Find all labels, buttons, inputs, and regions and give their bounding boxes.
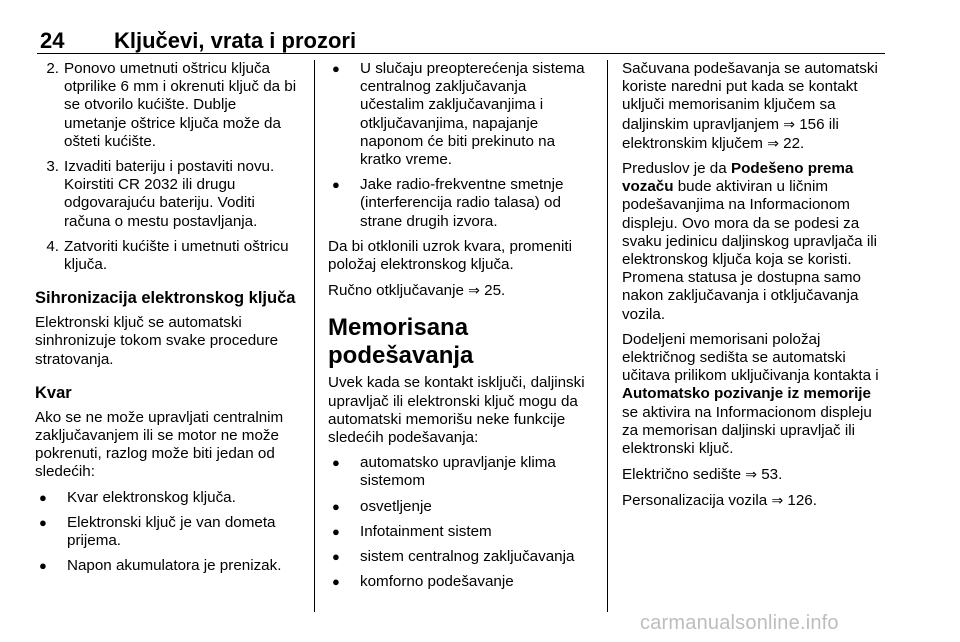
page-ref-arrow-icon: ⇒ xyxy=(771,492,784,509)
sync-heading: Sihronizacija elektronskog ključa xyxy=(35,289,296,308)
step-number: 3. xyxy=(46,158,59,176)
column-1 xyxy=(35,60,300,582)
fault-list-item xyxy=(35,514,300,550)
settings-item-text: sistem centralnog zaključavanja xyxy=(360,548,575,566)
step-text: Zatvoriti kućište i umetnuti oštricu ključa. xyxy=(64,237,289,274)
bullet-icon: ● xyxy=(39,514,47,530)
page-header xyxy=(40,28,885,53)
header-rule xyxy=(37,53,885,54)
seat-memory-text-b: se aktivira na Informacionom displeju za memorisan daljinski upravljač ili elektronski ključ. xyxy=(622,403,872,458)
watermark: carmanualsonline.info xyxy=(640,612,839,634)
settings-list-item xyxy=(328,498,590,516)
driver-setting-label: Podešeno prema vozaču xyxy=(622,160,854,196)
bullet-icon: ● xyxy=(332,455,340,471)
saved-settings-paragraph xyxy=(622,60,887,153)
fault-list-item xyxy=(35,557,300,575)
fault-item-text: U slučaju preopterećenja sistema centralnog zaključavanja učestalim zaključavanjima i otključavanjima, napajanje naponom će biti prekinuto na kratko vreme. xyxy=(360,60,585,169)
step-item xyxy=(35,158,300,231)
settings-item-text: automatsko upravljanje klima sistemom xyxy=(360,454,556,490)
column-3 xyxy=(622,60,887,518)
step-text: Izvaditi bateriju i postaviti novu. Koirstiti CR 2032 ili drugu odgovarajuću bateriju. Voditi računa o mestu postavljanja. xyxy=(64,158,275,230)
page-ref-arrow-icon: ⇒ xyxy=(767,134,779,151)
step-item xyxy=(35,60,300,151)
step-text: Ponovo umetnuti oštricu ključa otprilike 6 mm i okrenuti ključ da bi se otvorilo kućište. Dublje umetanje oštrice ključa može da ošteti kućište. xyxy=(64,60,297,150)
electric-seat-text: Električno sedište xyxy=(622,466,742,484)
page-number: 24 xyxy=(40,28,65,53)
settings-list-item xyxy=(328,548,590,566)
manual-unlock-page[interactable]: 25. xyxy=(484,282,506,300)
settings-item-text: Infotainment sistem xyxy=(360,522,492,540)
page-ref-arrow-icon: ⇒ xyxy=(468,282,480,299)
settings-list-item xyxy=(328,523,590,541)
personalization-page[interactable]: 126. xyxy=(787,492,817,510)
page-ref-arrow-icon: ⇒ xyxy=(745,466,757,483)
settings-list-item xyxy=(328,573,590,591)
column-divider-1 xyxy=(314,60,315,612)
fault-item-text: Kvar elektronskog ključa. xyxy=(67,488,236,506)
fault-paragraph: Ako se ne može upravljati centralnim zaključavanjem ili se motor ne može pokrenuti, razlog može biti jedan od sledećih: xyxy=(35,408,284,481)
seat-memory-text-a: Dodeljeni memorisani položaj električnog sedišta se automatski učitava prilikom uključivanja kontakta i xyxy=(622,330,879,385)
step-number: 4. xyxy=(46,237,59,255)
bullet-icon: ● xyxy=(332,177,340,193)
personalization-ref xyxy=(622,491,887,510)
chapter-title: Ključevi, vrata i prozori xyxy=(114,28,357,53)
bullet-icon: ● xyxy=(332,61,340,76)
memorized-settings-paragraph: Uvek kada se kontakt isključi, daljinski upravljač ili elektronski ključ mogu da automatski memorišu neke funkcije sledećih podešavanja: xyxy=(328,374,585,447)
fault-list-item xyxy=(35,489,300,507)
column-divider-2 xyxy=(607,60,608,612)
electric-seat-ref xyxy=(622,465,887,484)
precondition-text-a: Preduslov je da xyxy=(622,160,727,178)
saved-settings-text: Sačuvana podešavanja se automatski koriste naredni put kada se kontakt uključi memorisanim ključem sa daljinskim upravljanjem xyxy=(622,60,878,133)
settings-list-item xyxy=(328,454,590,490)
fault-list-item xyxy=(328,176,590,231)
bullet-icon: ● xyxy=(332,498,340,514)
bullet-icon: ● xyxy=(332,574,340,590)
personalization-text: Personalizacija vozila xyxy=(622,492,768,510)
electronic-key-ref[interactable]: 22. xyxy=(783,134,805,152)
fix-paragraph: Da bi otklonili uzrok kvara, promeniti položaj elektronskog ključa. xyxy=(328,237,572,274)
fault-list-item xyxy=(328,60,590,169)
page-ref-arrow-icon: ⇒ xyxy=(783,115,795,132)
settings-item-text: osvetljenje xyxy=(360,497,432,515)
seat-memory-paragraph xyxy=(622,331,887,458)
manual-unlock-text: Ručno otključavanje xyxy=(328,282,464,300)
fault-item-text: Elektronski ključ je van dometa prijema. xyxy=(67,513,276,550)
precondition-paragraph xyxy=(622,160,887,324)
bullet-icon: ● xyxy=(332,549,340,565)
settings-item-text: komforno podešavanje xyxy=(360,573,514,591)
step-item xyxy=(35,238,300,274)
sync-paragraph: Elektronski ključ se automatski sinhronizuje tokom svake procedure stratovanja. xyxy=(35,314,279,368)
memorized-settings-heading: Memorisana podešavanja xyxy=(328,314,474,370)
fault-heading: Kvar xyxy=(35,383,72,402)
bullet-icon: ● xyxy=(39,489,47,505)
fault-item-text: Napon akumulatora je prenizak. xyxy=(67,557,282,575)
bullet-icon: ● xyxy=(39,558,47,574)
column-2 xyxy=(328,60,590,598)
manual-unlock-ref xyxy=(328,281,590,300)
fault-item-text: Jake radio-frekventne smetnje (interferencija radio talasa) od strane drugih izvora. xyxy=(360,176,564,230)
step-number: 2. xyxy=(46,60,59,77)
precondition-text-b: bude aktiviran u ličnim podešavanjima na Informacionom displeju. Ovo mora da se podesi za svaku jedinicu daljinskog upravljača ili elektronskog ključa koja se koristi. Promena statusa je dostupna samo nakon zaključavanja i otključavanja vozila. xyxy=(622,178,877,323)
remote-control-ref[interactable]: 156 ili elektronskim ključem xyxy=(622,115,839,152)
bullet-icon: ● xyxy=(332,523,340,539)
auto-recall-label: Automatsko pozivanje iz memorije xyxy=(622,385,871,403)
electric-seat-page[interactable]: 53. xyxy=(761,466,783,484)
